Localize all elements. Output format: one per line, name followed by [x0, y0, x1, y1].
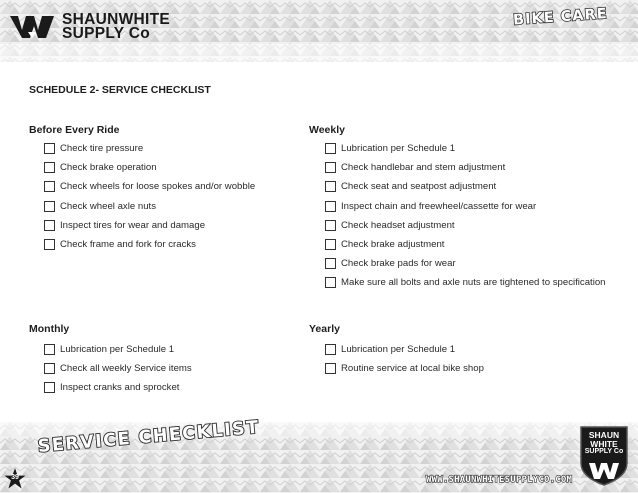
item-label: Check handlebar and stem adjustment — [341, 162, 506, 174]
weekly-heading: Weekly — [309, 124, 345, 136]
weekly-list — [325, 139, 606, 293]
checkbox[interactable] — [44, 363, 55, 374]
before-ride-heading: Before Every Ride — [29, 124, 120, 136]
yearly-heading: Yearly — [309, 323, 340, 335]
item-label: Check wheel axle nuts — [60, 200, 156, 212]
footer-shield-badge — [579, 425, 629, 487]
item-label: Lubrication per Schedule 1 — [60, 344, 175, 356]
checkbox[interactable] — [44, 239, 55, 250]
brand-logo — [8, 9, 170, 45]
badge-line3: SUPPLY Co — [584, 448, 624, 456]
checkbox[interactable] — [44, 201, 55, 212]
list-item — [44, 177, 255, 196]
checkbox[interactable] — [44, 220, 55, 231]
item-label: Make sure all bolts and axle nuts are tightened to specification — [341, 277, 606, 289]
list-item — [44, 378, 192, 397]
section-tag: BIKE CARE — [513, 6, 609, 29]
yearly-list — [325, 340, 484, 378]
list-item — [44, 139, 255, 158]
checkbox[interactable] — [325, 363, 336, 374]
checkbox[interactable] — [44, 143, 55, 154]
item-label: Check headset adjustment — [341, 219, 455, 231]
list-item — [325, 359, 484, 378]
brand-name-line1: SHAUNWHITE — [62, 11, 171, 28]
before-ride-list — [44, 139, 255, 254]
item-label: Routine service at local bike shop — [341, 363, 484, 375]
checkbox[interactable] — [325, 344, 336, 355]
checkbox[interactable] — [325, 258, 336, 269]
checkbox[interactable] — [44, 162, 55, 173]
list-item — [44, 216, 255, 235]
item-label: Check brake operation — [60, 162, 157, 174]
list-item — [325, 216, 606, 235]
checkbox[interactable] — [44, 382, 55, 393]
item-label: Check brake pads for wear — [341, 258, 456, 270]
item-label: Check all weekly Service items — [60, 363, 192, 375]
item-label: Check tire pressure — [60, 143, 144, 155]
badge-line2: WHITE — [590, 438, 618, 449]
item-label: Lubrication per Schedule 1 — [341, 143, 456, 155]
item-label: Lubrication per Schedule 1 — [341, 344, 456, 356]
checkbox[interactable] — [44, 181, 55, 192]
list-item — [44, 235, 255, 254]
list-item — [325, 158, 606, 177]
item-label: Check seat and seatpost adjustment — [341, 181, 497, 193]
list-item — [325, 197, 606, 216]
badge-line1: SHAUN — [588, 430, 620, 440]
checkbox[interactable] — [325, 277, 336, 288]
page-number-badge — [4, 468, 26, 490]
page-number: 39 — [11, 474, 19, 481]
shaun-white-wing-logo-icon — [8, 12, 56, 42]
list-item — [325, 273, 606, 292]
footer-page-title: SERVICE CHECKLIST — [37, 417, 261, 457]
list-item — [325, 254, 606, 273]
checkbox[interactable] — [44, 344, 55, 355]
checkbox[interactable] — [325, 181, 336, 192]
item-label: Inspect tires for wear and damage — [60, 219, 206, 231]
page-title: SCHEDULE 2- SERVICE CHECKLIST — [29, 84, 211, 96]
item-label: Inspect cranks and sprocket — [60, 382, 180, 394]
list-item — [325, 139, 606, 158]
item-label: Check brake adjustment — [341, 239, 445, 251]
checkbox[interactable] — [325, 201, 336, 212]
list-item — [325, 340, 484, 359]
checkbox[interactable] — [325, 143, 336, 154]
list-item — [44, 158, 255, 177]
checkbox[interactable] — [325, 162, 336, 173]
monthly-heading: Monthly — [29, 323, 70, 335]
monthly-list — [44, 340, 192, 398]
checkbox[interactable] — [325, 220, 336, 231]
item-label: Check wheels for loose spokes and/or wobble — [60, 181, 256, 193]
list-item — [44, 340, 192, 359]
list-item — [325, 235, 606, 254]
list-item — [325, 177, 606, 196]
item-label: Check frame and fork for cracks — [60, 239, 196, 251]
brand-name-line2: SUPPLY Co — [62, 25, 150, 42]
checkbox[interactable] — [325, 239, 336, 250]
item-label: Inspect chain and freewheel/cassette for wear — [341, 200, 537, 212]
list-item — [44, 359, 192, 378]
footer-url[interactable]: WWW.SHAUNWHITESUPPLYCO.COM — [426, 475, 573, 485]
list-item — [44, 197, 255, 216]
